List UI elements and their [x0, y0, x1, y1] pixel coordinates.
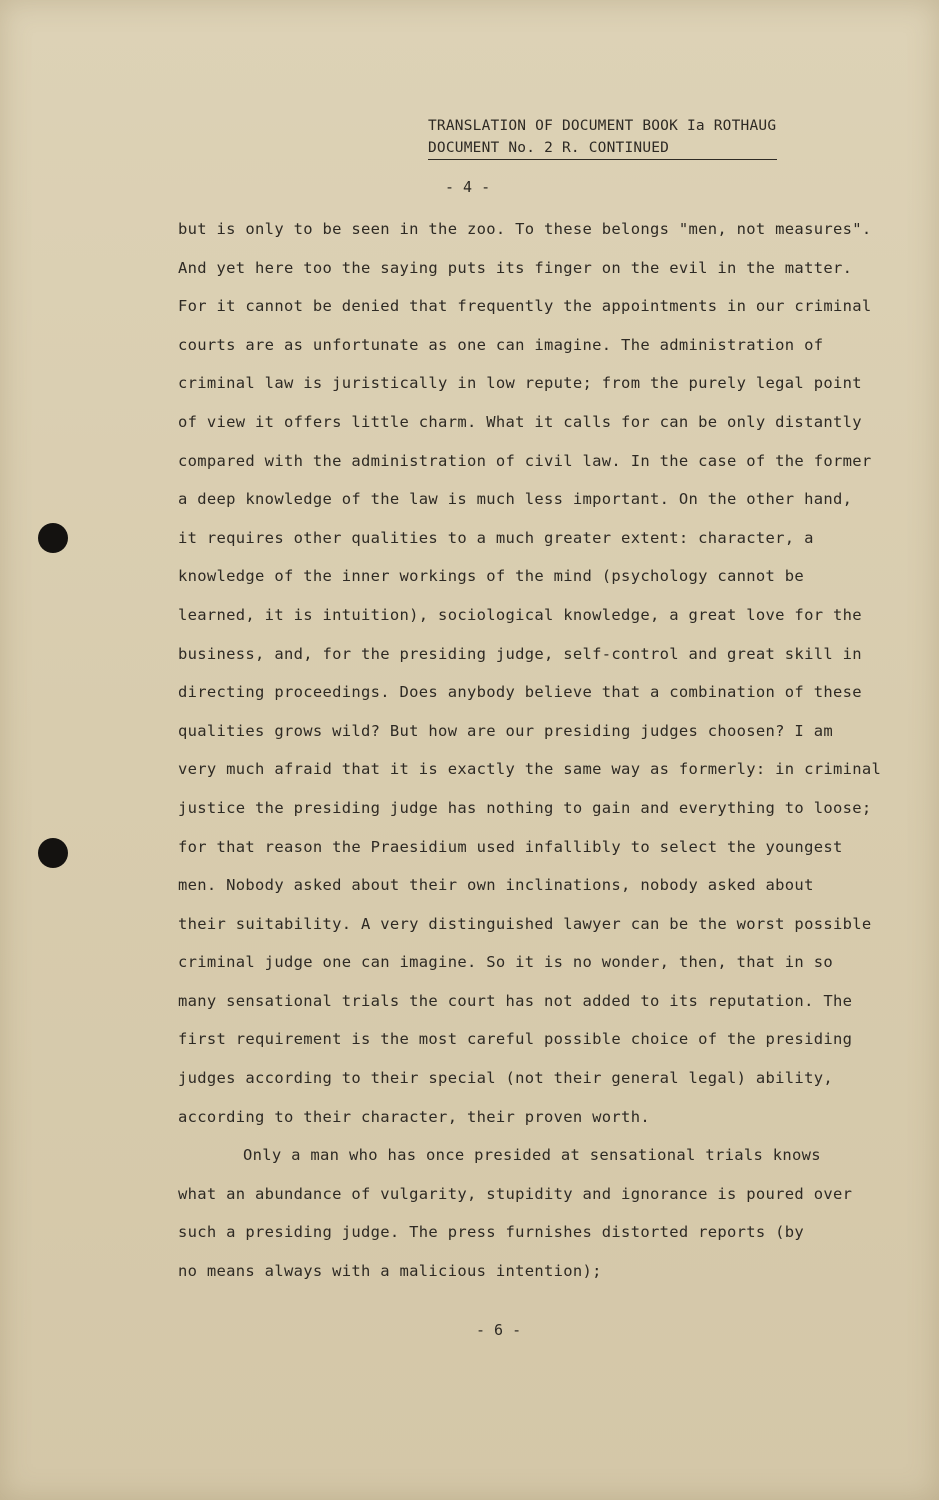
body-text: [178, 210, 898, 1291]
body-line: men. Nobody asked about their own inclinations, nobody asked about: [178, 876, 814, 895]
body-line: learned, it is intuition), sociological knowledge, a great love for the: [178, 605, 862, 624]
paragraph-line: what an abundance of vulgarity, stupidity and ignorance is poured over: [178, 1184, 853, 1203]
paragraph-line: no means always with a malicious intention);: [178, 1262, 602, 1281]
punch-hole-lower: [38, 838, 68, 868]
body-line: For it cannot be denied that frequently the appointments in our criminal: [178, 297, 872, 316]
body-line: of view it offers little charm. What it calls for can be only distantly: [178, 412, 862, 431]
body-line: for that reason the Praesidium used infallibly to select the youngest: [178, 837, 843, 856]
body-line: judges according to their special (not their general legal) ability,: [178, 1069, 833, 1088]
body-line: very much afraid that it is exactly the same way as formerly: in criminal: [178, 760, 882, 779]
header-title-line: TRANSLATION OF DOCUMENT BOOK Ia ROTHAUG: [428, 118, 777, 134]
body-line: but is only to be seen in the zoo. To these belongs "men, not measures".: [178, 220, 872, 238]
paragraph-line: Only a man who has once presided at sensational trials knows: [243, 1146, 821, 1165]
body-line: courts are as unfortunate as one can imagine. The administration of: [178, 335, 824, 354]
punch-hole-upper: [38, 523, 68, 553]
body-line: criminal law is juristically in low repute; from the purely legal point: [178, 374, 862, 393]
body-line: And yet here too the saying puts its finger on the evil in the matter.: [178, 258, 853, 277]
body-line: according to their character, their proven worth.: [178, 1107, 650, 1126]
body-line: their suitability. A very distinguished lawyer can be the worst possible: [178, 914, 872, 933]
page-number-top: - 4 -: [445, 178, 491, 196]
body-line: it requires other qualities to a much greater extent: character, a: [178, 528, 814, 547]
document-header: [428, 115, 818, 160]
page-number-bottom: - 6 -: [476, 1321, 522, 1339]
body-line: knowledge of the inner workings of the mind (psychology cannot be: [178, 567, 805, 586]
body-line: qualities grows wild? But how are our presiding judges choosen? I am: [178, 721, 833, 740]
header-subtitle-line: DOCUMENT No. 2 R. CONTINUED: [428, 137, 777, 160]
body-line: directing proceedings. Does anybody believe that a combination of these: [178, 683, 862, 702]
paragraph-line: such a presiding judge. The press furnishes distorted reports (by: [178, 1223, 805, 1242]
body-line: a deep knowledge of the law is much less important. On the other hand,: [178, 490, 853, 509]
body-line: compared with the administration of civil law. In the case of the former: [178, 451, 872, 470]
body-line: many sensational trials the court has not added to its reputation. The: [178, 991, 853, 1010]
body-line: criminal judge one can imagine. So it is no wonder, then, that in so: [178, 953, 833, 972]
body-line: first requirement is the most careful possible choice of the presiding: [178, 1030, 853, 1049]
body-line: justice the presiding judge has nothing to gain and everything to loose;: [178, 798, 872, 817]
body-line: business, and, for the presiding judge, self-control and great skill in: [178, 644, 862, 663]
